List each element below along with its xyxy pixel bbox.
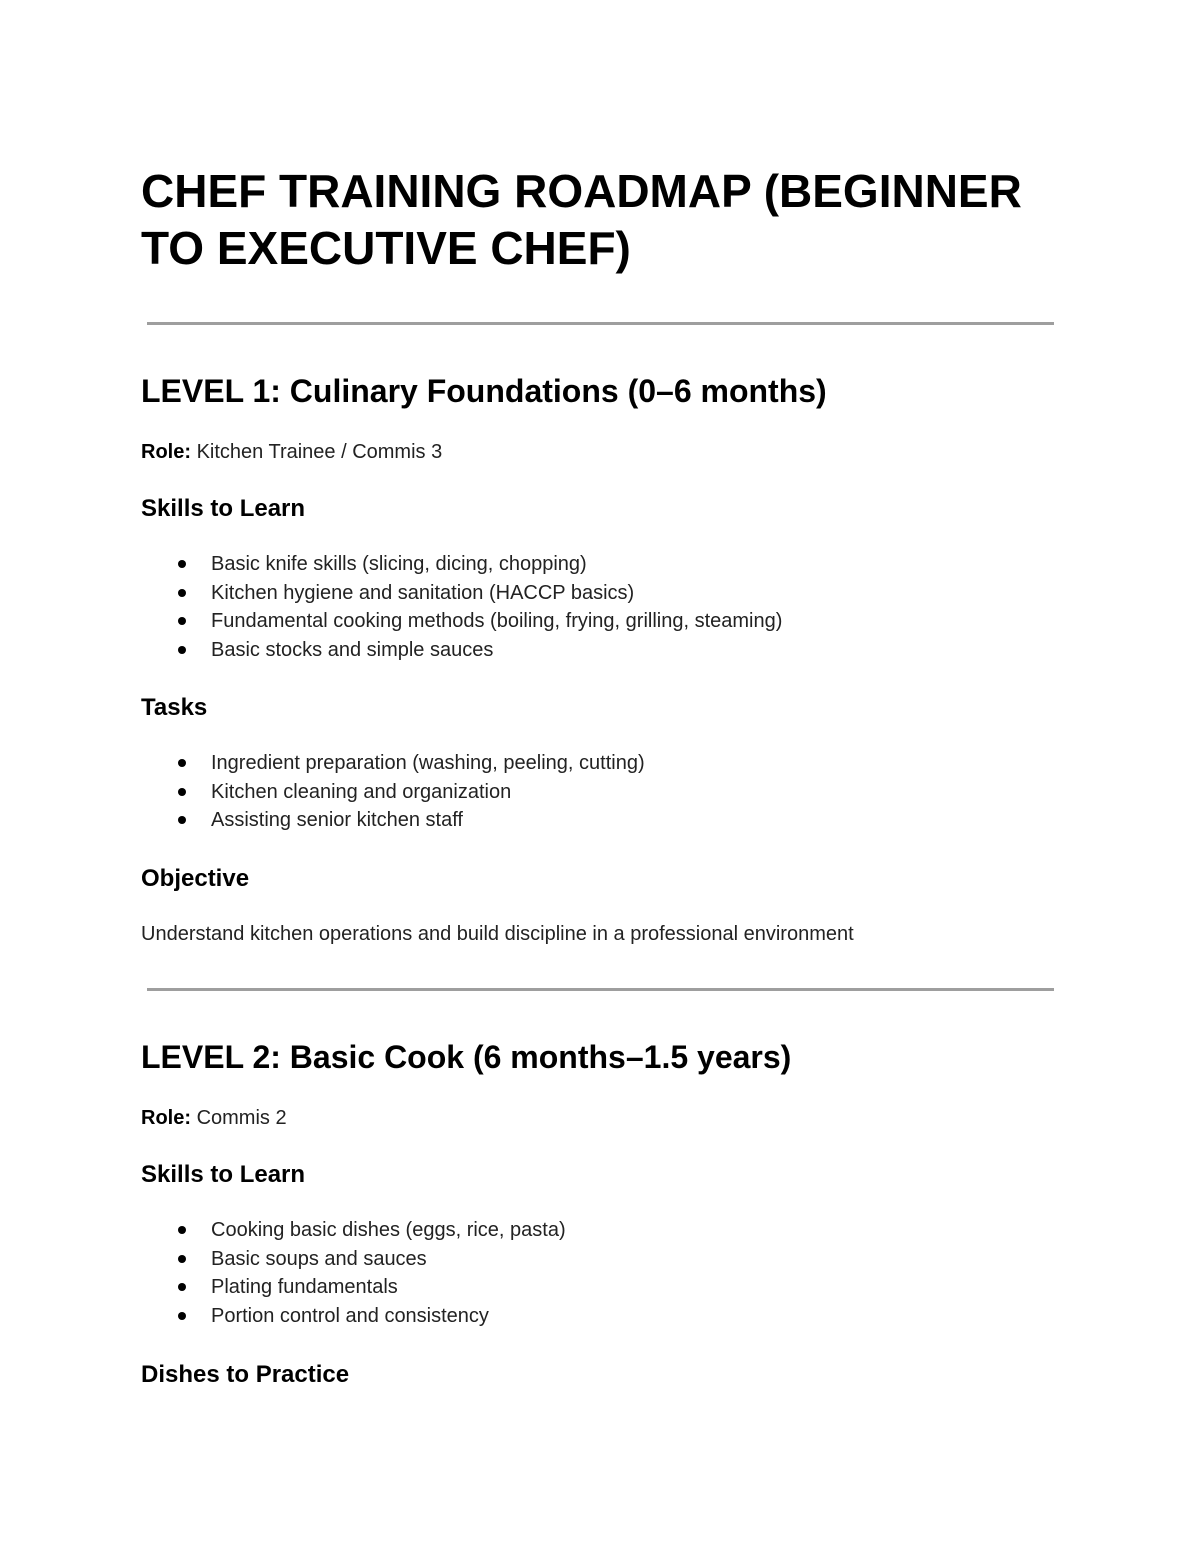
role-value: Commis 2 (196, 1107, 287, 1129)
list-item-text: Fundamental cooking methods (boiling, frying, grilling, steaming) (211, 610, 783, 633)
list-item-text: Kitchen hygiene and sanitation (HACCP basics) (211, 581, 635, 604)
level-1-skills-list (141, 550, 782, 665)
level-2-dishes-heading: Dishes to Practice (141, 1361, 350, 1388)
bullet-icon (178, 560, 186, 568)
level-2-heading: LEVEL 2: Basic Cook (6 months–1.5 years) (141, 1039, 792, 1075)
bullet-icon (178, 589, 186, 597)
bullet-icon (178, 788, 186, 796)
bullet-icon (178, 646, 186, 654)
role-value: Kitchen Trainee / Commis 3 (196, 441, 443, 463)
list-item-text: Basic soups and sauces (211, 1247, 427, 1270)
level-1-tasks-list (141, 749, 645, 835)
bullet-icon (178, 1226, 186, 1234)
list-item-text: Assisting senior kitchen staff (211, 809, 463, 832)
level-2-role (141, 1105, 287, 1131)
list-item-text: Cooking basic dishes (eggs, rice, pasta) (211, 1219, 566, 1241)
level-1-skills-heading: Skills to Learn (141, 495, 306, 522)
bullet-icon (178, 759, 186, 767)
document-title: CHEF TRAINING ROADMAP (BEGINNER TO EXECUTIVE CHEF) (141, 165, 1022, 274)
list-item (141, 607, 782, 636)
list-item (141, 579, 782, 608)
list-item-text: Kitchen cleaning and organization (211, 780, 512, 803)
bullet-icon (178, 1255, 186, 1263)
list-item (141, 806, 645, 835)
level-1-role (141, 439, 442, 465)
list-item (141, 749, 645, 778)
list-item (141, 1245, 566, 1274)
list-item (141, 778, 645, 807)
level-1-objective-heading: Objective (141, 865, 250, 892)
list-item-text: Plating fundamentals (211, 1276, 398, 1299)
list-item-text: Portion control and consistency (211, 1305, 489, 1328)
list-item (141, 1273, 566, 1302)
level-1-heading: LEVEL 1: Culinary Foundations (0–6 months) (141, 373, 827, 409)
list-item-text: Basic stocks and simple sauces (211, 639, 494, 662)
list-item (141, 1302, 566, 1331)
level-2-skills-heading: Skills to Learn (141, 1161, 306, 1188)
horizontal-divider (147, 988, 1054, 991)
list-item-text: Ingredient preparation (washing, peeling, cutting) (211, 752, 645, 774)
bullet-icon (178, 1283, 186, 1291)
bullet-icon (178, 816, 186, 824)
level-2-skills-list (141, 1216, 566, 1331)
level-1-tasks-heading: Tasks (141, 694, 208, 721)
role-label: Role: (141, 441, 191, 463)
bullet-icon (178, 617, 186, 625)
horizontal-divider (147, 322, 1054, 325)
list-item (141, 636, 782, 665)
list-item (141, 550, 782, 579)
role-label: Role: (141, 1107, 191, 1129)
bullet-icon (178, 1312, 186, 1320)
level-1-objective-text: Understand kitchen operations and build discipline in a professional environment (141, 923, 854, 945)
list-item (141, 1216, 566, 1245)
list-item-text: Basic knife skills (slicing, dicing, chopping) (211, 553, 587, 575)
